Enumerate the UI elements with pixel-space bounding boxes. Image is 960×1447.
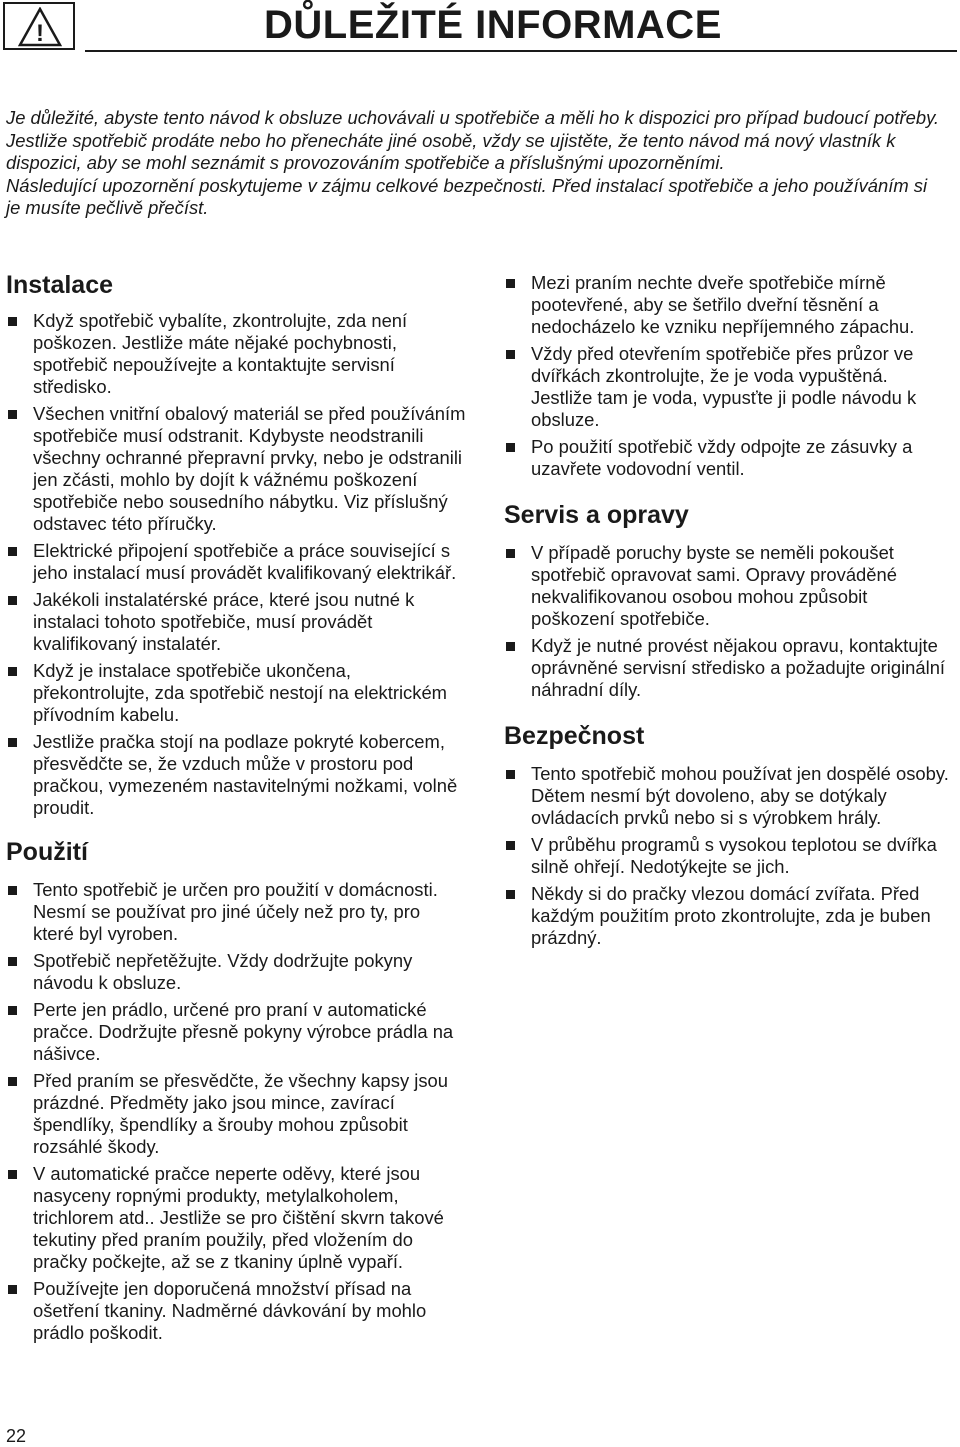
warning-box <box>3 2 75 50</box>
section-heading-instalace: Instalace <box>6 271 114 299</box>
list-item: Perte jen prádlo, určené pro praní v automatické pračce. Dodržujte přesně pokyny výrobce prádla na nášivce. <box>6 999 466 1065</box>
list-item: Spotřebič nepřetěžujte. Vždy dodržujte pokyny návodu k obsluze. <box>6 950 466 994</box>
title-underline <box>85 50 957 52</box>
section-heading-pouziti: Použití <box>6 838 88 866</box>
left-column <box>6 268 466 1344</box>
list-item: V průběhu programů s vysokou teplotou se dvířka silně ohřejí. Nedotýkejte se jich. <box>504 834 950 878</box>
page-number: 22 <box>6 1426 27 1446</box>
section-heading-servis: Servis a opravy <box>504 501 689 529</box>
list-item: Před praním se přesvědčte, že všechny kapsy jsou prázdné. Předměty jako jsou mince, zavírací špendlíky, špendlíky a šrouby mohou způsobit rozsáhlé škody. <box>6 1070 466 1158</box>
intro-paragraph-1: Je důležité, abyste tento návod k obsluze uchovávali u spotřebiče a měli ho k dispozici pro případ budoucí potřeby. Jestliže spotřebič prodáte nebo ho přenecháte jiné osobě, vždy se ujistěte, že tento návod má nový vlastník k dispozici, aby se mohl seznámit s provozováním spotřebiče a příslušnými upozorněními. <box>6 107 940 173</box>
warning-symbol: ! <box>36 20 44 47</box>
list-item: Elektrické připojení spotřebiče a práce související s jeho instalací musí provádět kvalifikovaný elektrikář. <box>6 540 466 584</box>
intro-text <box>6 107 941 220</box>
right-column <box>504 272 950 949</box>
intro-paragraph-2: Následující upozornění poskytujeme v zájmu celkové bezpečnosti. Před instalací spotřebiče a jeho používáním si je musíte pečlivě přečíst. <box>6 174 928 218</box>
list-item: Když spotřebič vybalíte, zkontrolujte, zda není poškozen. Jestliže máte nějaké pochybnosti, spotřebič nepoužívejte a kontaktujte servisní středisko. <box>6 310 466 398</box>
list-item: Všechen vnitřní obalový materiál se před používáním spotřebiče musí odstranit. Kdybyste neodstranili všechny ochranné přepravní prvky, nebo je odstranili jen zčásti, mohlo by dojít k vážnému poškození spotřebiče nebo sousedního nábytku. Viz příslušný odstavec této příručky. <box>6 403 466 535</box>
servis-list <box>504 542 950 701</box>
pouziti-list <box>6 879 466 1344</box>
list-item: V případě poruchy byste se neměli pokoušet spotřebič opravovat sami. Opravy prováděné nekvalifikovanou osobou mohou způsobit poškození spotřebiče. <box>504 542 950 630</box>
list-item: Jakékoli instalatérské práce, které jsou nutné k instalaci tohoto spotřebiče, musí provádět kvalifikovaný instalatér. <box>6 589 466 655</box>
page-header <box>0 0 960 60</box>
list-item: Tento spotřebič je určen pro použití v domácnosti. Nesmí se používat pro jiné účely než pro ty, pro které byl vyroben. <box>6 879 466 945</box>
list-item: Když je nutné provést nějakou opravu, kontaktujte oprávněné servisní středisko a požadujte originální náhradní díly. <box>504 635 950 701</box>
list-item: V automatické pračce neperte oděvy, které jsou nasyceny ropnými produkty, metylalkoholem, trichlorem atd.. Jestliže se pro čištění skvrn takové tekutiny před praním použily, před vložením do pračky počkejte, až se z tkaniny úplně vypaří. <box>6 1163 466 1273</box>
list-item: Mezi praním nechte dveře spotřebiče mírně pootevřené, aby se šetřilo dveřní těsnění a nedocházelo ke vzniku nepříjemného zápachu. <box>504 272 950 338</box>
bezpecnost-list <box>504 763 950 949</box>
page-title: DŮLEŽITÉ INFORMACE <box>264 3 722 47</box>
pouziti-continued-list <box>504 272 950 480</box>
list-item: Když je instalace spotřebiče ukončena, překontrolujte, zda spotřebič nestojí na elektrickém přívodním kabelu. <box>6 660 466 726</box>
list-item: Vždy před otevřením spotřebiče přes průzor ve dvířkách zkontrolujte, že je voda vypuštěná. Jestliže tam je voda, vypusťte ji podle návodu k obsluze. <box>504 343 950 431</box>
list-item: Používejte jen doporučená množství přísad na ošetření tkaniny. Nadměrné dávkování by mohlo prádlo poškodit. <box>6 1278 466 1344</box>
section-heading-bezpecnost: Bezpečnost <box>504 722 645 750</box>
instalace-list <box>6 310 466 819</box>
list-item: Někdy si do pračky vlezou domácí zvířata. Před každým použitím proto zkontrolujte, zda je buben prázdný. <box>504 883 950 949</box>
list-item: Po použití spotřebič vždy odpojte ze zásuvky a uzavřete vodovodní ventil. <box>504 436 950 480</box>
list-item: Tento spotřebič mohou používat jen dospělé osoby. Dětem nesmí být dovoleno, aby se dotýkaly ovládacích prvků nebo si s výrobkem hrály. <box>504 763 950 829</box>
warning-triangle-icon <box>18 7 62 47</box>
list-item: Jestliže pračka stojí na podlaze pokryté kobercem, přesvědčte se, že vzduch může v prostoru pod pračkou, vymezeném nastavitelnými nožkami, volně proudit. <box>6 731 466 819</box>
